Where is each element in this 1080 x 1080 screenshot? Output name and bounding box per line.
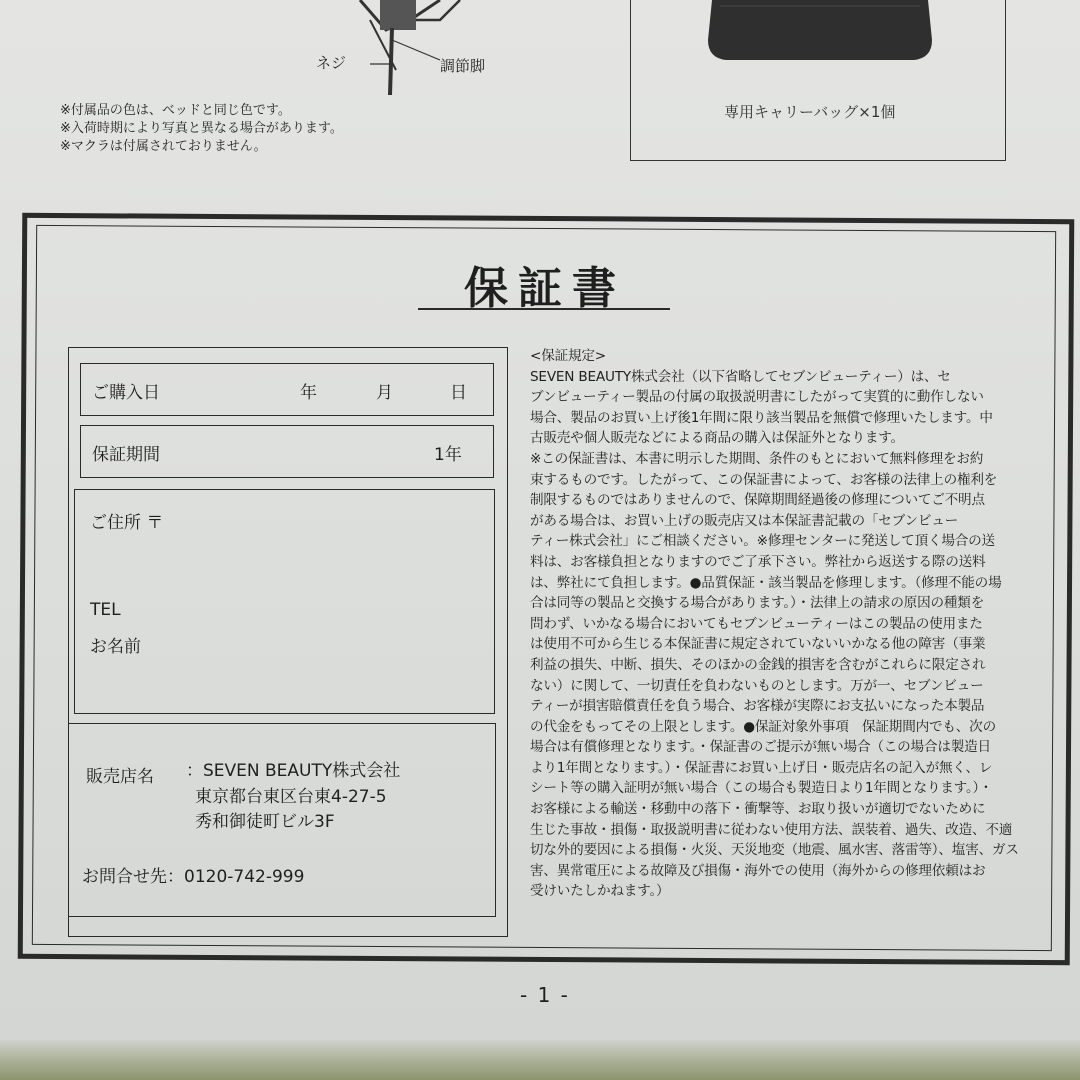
tel-label: TEL bbox=[90, 600, 121, 620]
terms-line: SEVEN BEAUTY株式会社（以下省略してセブンビューティー）は、セ bbox=[530, 368, 951, 385]
terms-line: 受けいたしかねます。） bbox=[530, 883, 670, 900]
terms-line: ブンビューティー製品の付属の取扱説明書にしたがって実質的に動作しない bbox=[530, 389, 984, 406]
terms-line: ティー株式会社」にご相談ください。※修理センターに発送して頂く場合の送 bbox=[530, 533, 995, 550]
terms-line: より1年間となります。）・保証書にお買い上げ日・販売店名の記入が無く、レ bbox=[530, 759, 993, 776]
terms-line: 利益の損失、中断、損失、そのほかの金銭的損害を含むがこれらに限定され bbox=[530, 656, 986, 673]
note-line: ※マクラは付属されておりません。 bbox=[60, 139, 267, 154]
adjustable-leg-label: 調節脚 bbox=[440, 57, 486, 75]
carry-bag-caption: 専用キャリーバッグ×1個 bbox=[724, 103, 896, 121]
terms-line: ※この保証書は、本書に明示した期間、条件のもとにおいて無料修理をお約 bbox=[530, 450, 984, 467]
warranty-period-label: 保証期間 bbox=[92, 445, 160, 465]
contact-phone: お問合せ先：0120-742-999 bbox=[82, 867, 305, 887]
warranty-title: 保証書 bbox=[464, 263, 626, 314]
terms-line: 生じた事故・損傷・取扱説明書に従わない使用方法、誤装着、過失、改造、不適 bbox=[530, 821, 1013, 838]
terms-line: 料は、お客様負担となりますのでご了承下さい。弊社から返送する際の送料 bbox=[530, 553, 986, 570]
terms-line: 場合、製品のお買い上げ後1年間に限り該当製品を無償で修理いたします。中 bbox=[530, 409, 993, 426]
year-label: 年 bbox=[300, 383, 317, 403]
terms-line: は使用不可から生じる本保証書に規定されていないいかなる他の障害（事業 bbox=[530, 636, 986, 653]
terms-line: がある場合は、お買い上げの販売店又は本保証書記載の「セブンビュー bbox=[530, 512, 959, 529]
accessory-notes bbox=[60, 102, 343, 156]
terms-line: 切な外的要因による損傷・火災、天災地変（地震、風水害、落雷等）、塩害、ガス bbox=[530, 842, 1019, 859]
terms-line: お客様による輸送・移動中の落下・衝撃等、お取り扱いが適切でないために bbox=[530, 801, 986, 818]
terms-line: ない）に関して、一切責任を負わないものとします。万が一、セブンビュー bbox=[530, 677, 984, 694]
carry-bag-illustration bbox=[700, 0, 940, 62]
month-label: 月 bbox=[376, 383, 393, 403]
terms-line: 制限するものではありませんので、保障期間経過後の修理についてご不明点 bbox=[530, 492, 985, 509]
desk-edge bbox=[0, 1040, 1080, 1080]
terms-line: 問わず、いかなる場合においてもセブンビューティーはこの製品の使用また bbox=[530, 615, 983, 632]
note-line: ※付属品の色は、ベッドと同じ色です。 bbox=[60, 103, 291, 118]
shop-label: 販売店名 bbox=[86, 767, 154, 787]
terms-line: 害、異常電圧による故障及び損傷・海外での使用（海外からの修理依頼はお bbox=[530, 862, 986, 879]
terms-line: ティーが損害賠償責任を負う場合、お客様が実際にお支払いになった本製品 bbox=[530, 698, 985, 715]
terms-line: は、弊社にて負担します。●品質保証・該当製品を修理します。（修理不能の場 bbox=[530, 574, 1002, 591]
purchase-date-label: ご購入日 bbox=[92, 383, 160, 403]
terms-line: 合は同等の製品と交換する場合があります。）・法律上の請求の原因の種類を bbox=[530, 595, 985, 612]
shop-name: ：SEVEN BEAUTY株式会社 bbox=[186, 761, 401, 781]
shop-address-line: 東京都台東区台東4-27-5 bbox=[195, 787, 387, 807]
day-label: 日 bbox=[450, 383, 467, 403]
shop-address-line: 秀和御徒町ビル3F bbox=[195, 812, 335, 832]
address-label: ご住所 〒 bbox=[90, 513, 164, 533]
warranty-terms bbox=[530, 346, 1035, 902]
terms-line: 場合は有償修理となります。・保証書のご提示が無い場合（この場合は製造日 bbox=[530, 739, 991, 756]
note-line: ※入荷時期により写真と異なる場合があります。 bbox=[60, 121, 343, 136]
terms-line: 古販売や個人販売などによる商品の購入は保証外となります。 bbox=[530, 430, 904, 447]
terms-line: シート等の購入証明が無い場合（この場合も製造日より1年間となります。）・ bbox=[530, 780, 993, 797]
screw-label: ネジ bbox=[316, 54, 347, 72]
title-underline bbox=[418, 308, 670, 310]
name-label: お名前 bbox=[90, 637, 141, 657]
terms-line: の代金をもってその上限とします。●保証対象外事項 保証期間内でも、次の bbox=[530, 718, 996, 735]
warranty-period-value: 1年 bbox=[434, 445, 462, 465]
terms-line: 束するものです。したがって、この保証書によって、お客様の法律上の権利を bbox=[530, 471, 998, 488]
page-number: - 1 - bbox=[520, 983, 570, 1007]
terms-line: <保証規定> bbox=[530, 348, 606, 364]
adjustable-leg-illustration bbox=[340, 0, 500, 100]
